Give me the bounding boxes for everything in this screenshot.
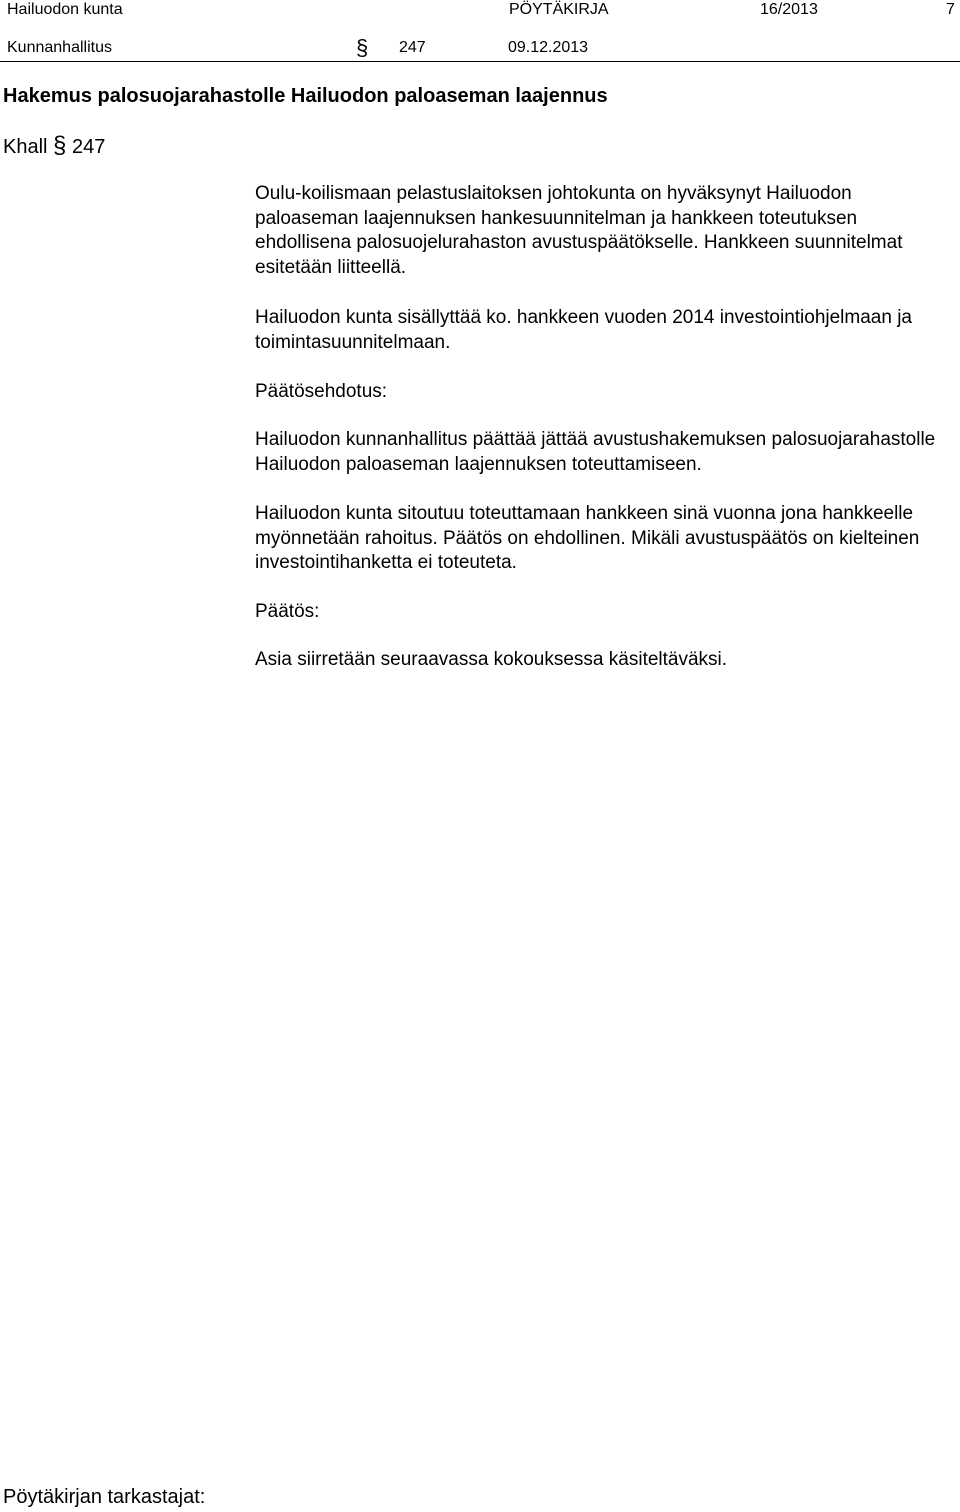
header-divider bbox=[0, 61, 960, 62]
footer-reviewers-label: Pöytäkirjan tarkastajat: bbox=[3, 1486, 206, 1508]
khall-prefix: Khall bbox=[3, 136, 48, 158]
proposal-paragraph-2: Hailuodon kunta sitoutuu toteuttamaan hankkeen sinä vuonna jona hankkeelle myönnetään rahoitus. Päätös on ehdollinen. Mikäli avustuspäätös on kielteinen investointihanketta ei toteuteta. bbox=[255, 503, 920, 573]
section-number: 247 bbox=[399, 39, 426, 56]
meeting-date: 09.12.2013 bbox=[508, 39, 589, 56]
khall-section-sign-icon: § bbox=[53, 132, 67, 159]
proposal-paragraph-1: Hailuodon kunnanhallitus päättää jättää avustushakemuksen palosuojarahastolle Hailuodon paloaseman laajennuksen toteuttamiseen. bbox=[255, 429, 936, 475]
section-sign-icon: § bbox=[356, 35, 369, 60]
document-number: 16/2013 bbox=[760, 1, 818, 18]
paragraph-background: Oulu-koilismaan pelastuslaitoksen johtokunta on hyväksynyt Hailuodon paloaseman laajennuksen hankesuunnitelman ja hankkeen toteutuksen ehdollisena palosuojelurahaston avustuspäätökselle. Hankkeen suunnitelmat esitetään liitteellä. bbox=[255, 183, 903, 278]
page-number: 7 bbox=[946, 1, 955, 18]
khall-reference bbox=[3, 134, 105, 159]
decision-text: Asia siirretään seuraavassa kokouksessa käsiteltäväksi. bbox=[255, 649, 728, 670]
decision-label: Päätös: bbox=[255, 601, 320, 622]
document-type: PÖYTÄKIRJA bbox=[509, 1, 609, 18]
page-title: Hakemus palosuojarahastolle Hailuodon paloaseman laajennus bbox=[3, 85, 608, 107]
proposal-label: Päätösehdotus: bbox=[255, 381, 388, 402]
khall-number: 247 bbox=[71, 136, 106, 158]
body-name: Kunnanhallitus bbox=[7, 39, 112, 56]
municipality-name: Hailuodon kunta bbox=[7, 1, 123, 18]
paragraph-investment: Hailuodon kunta sisällyttää ko. hankkeen vuoden 2014 investointiohjelmaan ja toimintasuunnitelmaan. bbox=[255, 307, 912, 353]
